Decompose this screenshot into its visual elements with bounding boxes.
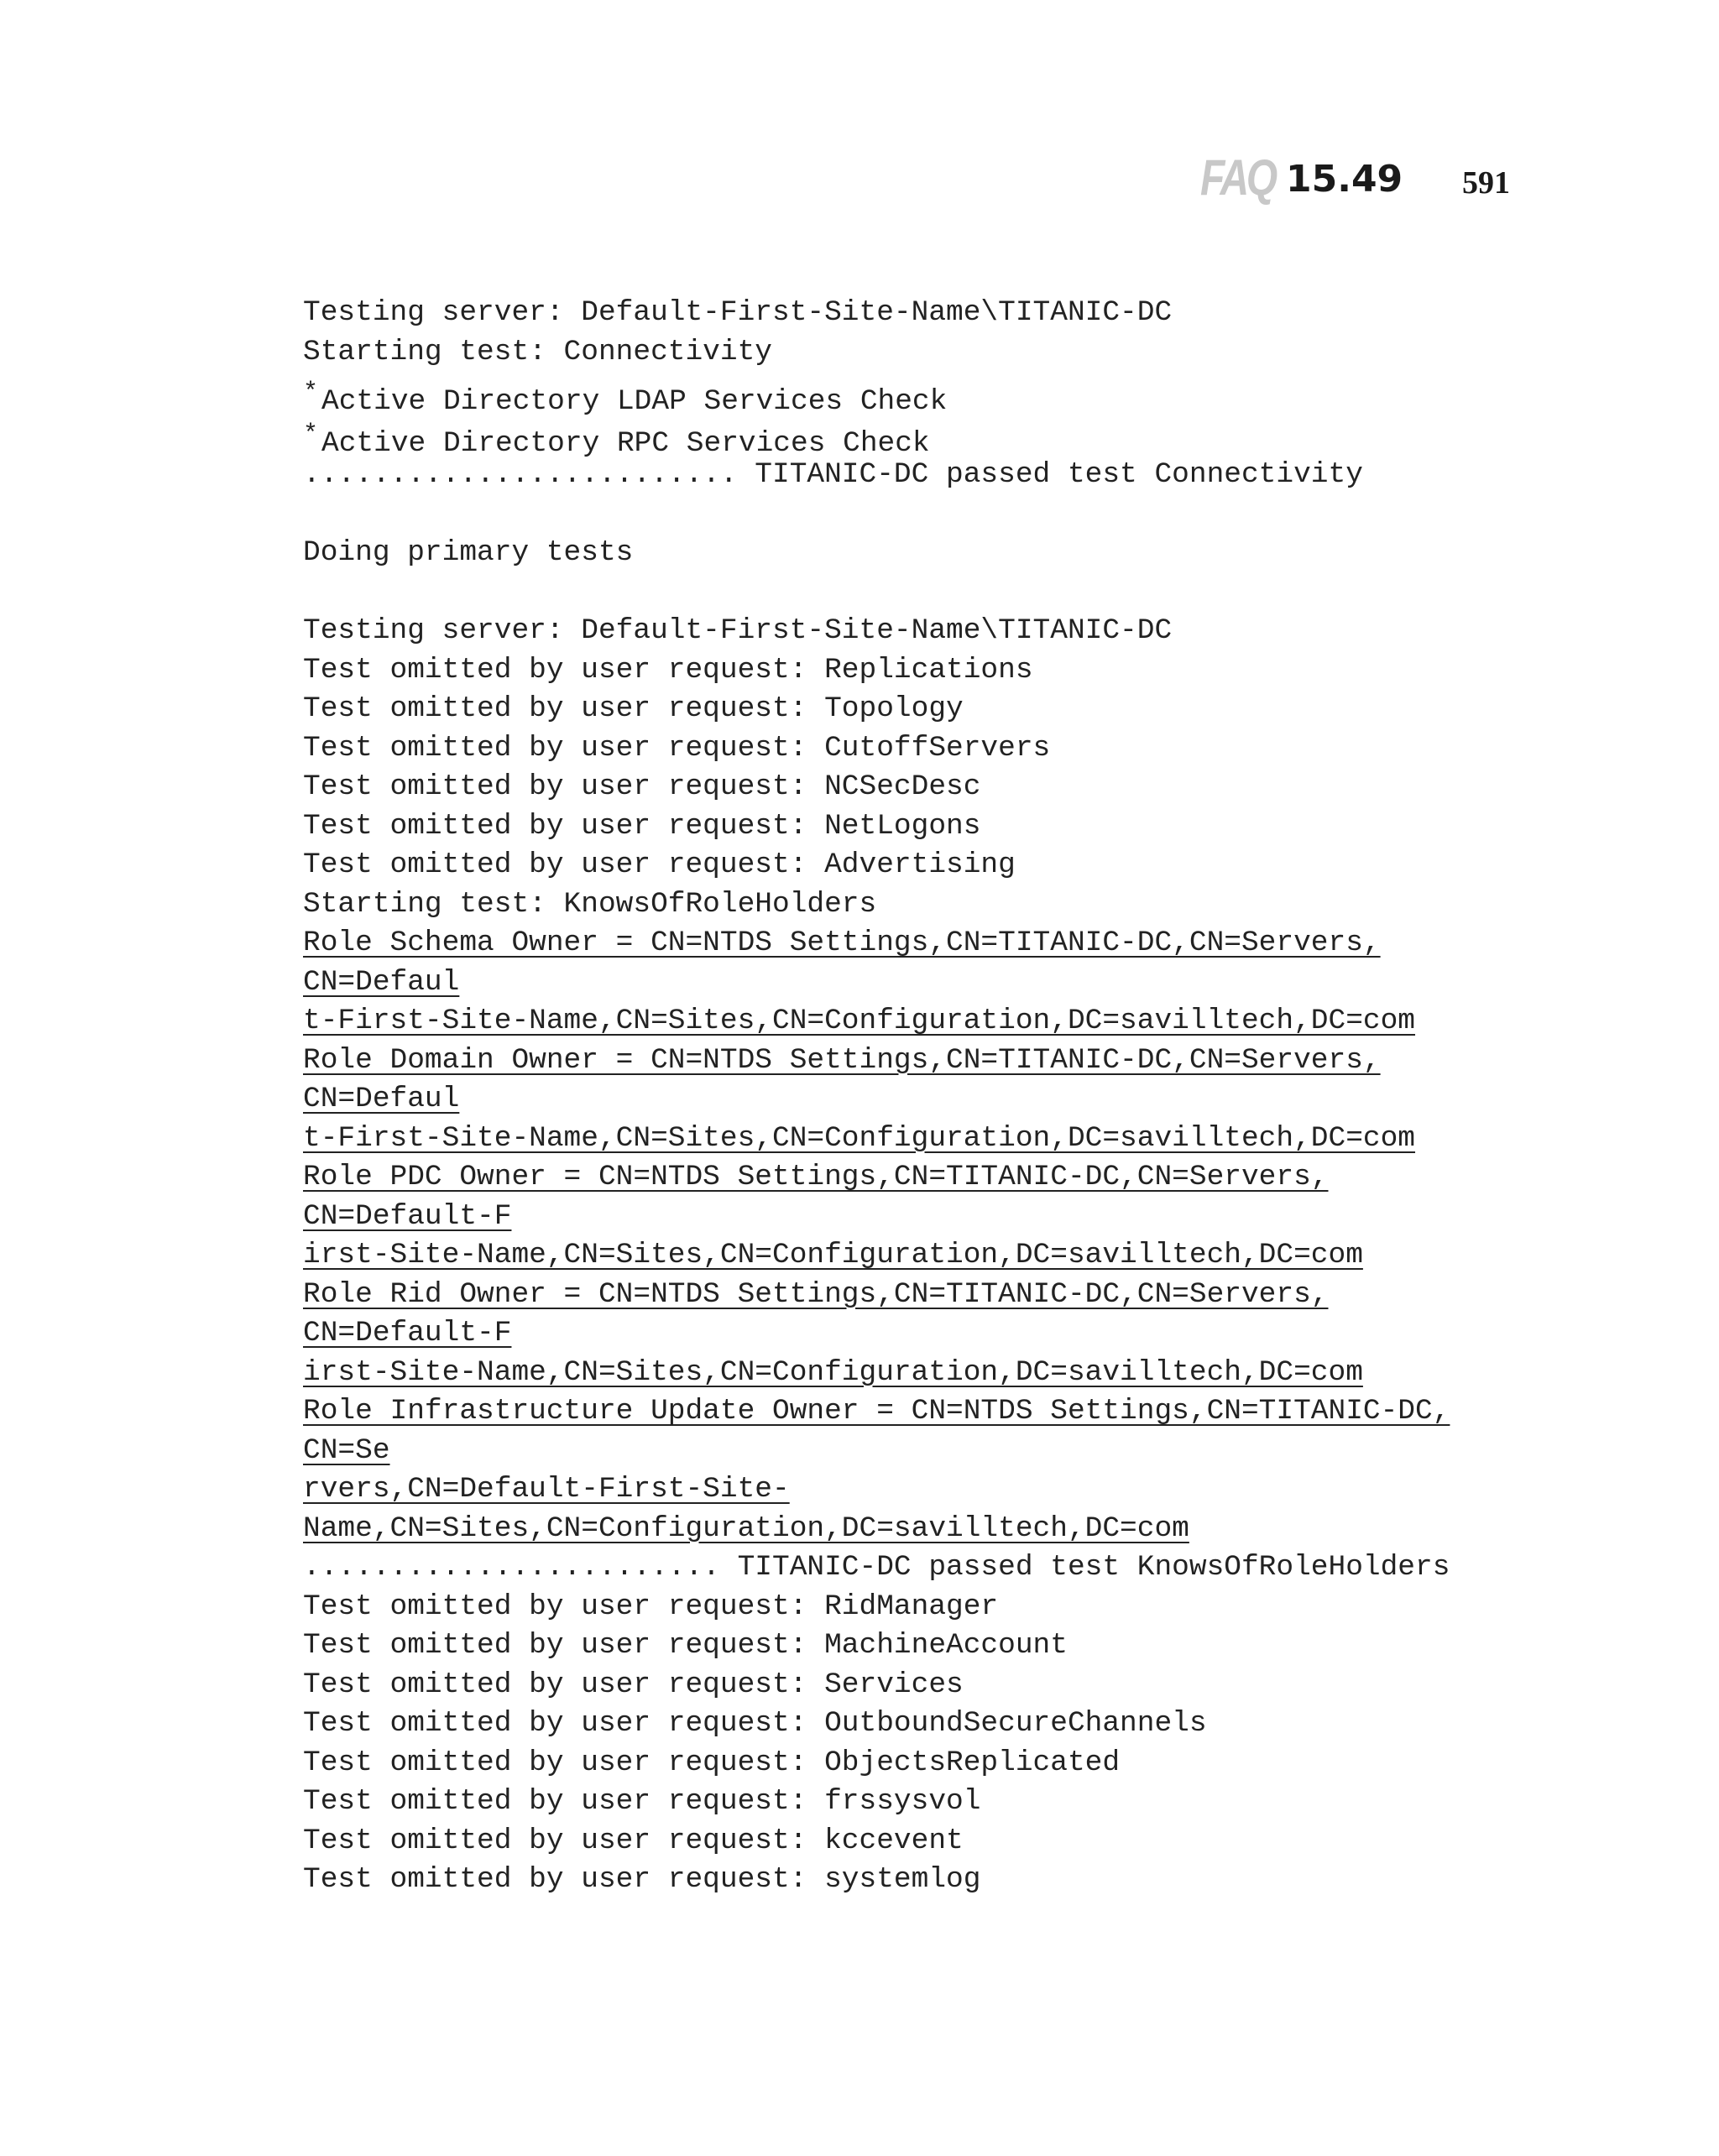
underlined-text: CN=Default-F [303,1199,512,1233]
faq-number: 15.49 [1286,158,1403,201]
underlined-text: CN=Se [303,1433,390,1467]
code-line: Starting test: Connectivity [303,335,772,368]
underlined-text: irst-Site-Name,CN=Sites,CN=Configuration,DC=savilltech,DC=com [303,1239,1363,1271]
underlined-text: Role Domain Owner = CN=NTDS Settings,CN=TITANIC-DC,CN=Servers, [303,1043,1381,1077]
code-line-underlined [303,1354,1545,1393]
underlined-text: CN=Defaul [303,965,460,999]
code-line-underlined [303,1432,1545,1471]
code-line: Test omitted by user request: ObjectsReplicated [303,1746,1121,1779]
code-line-underlined [303,1080,1545,1120]
page-header [1200,149,1536,217]
code-line-bulleted [303,372,1545,418]
code-line: Test omitted by user request: frssysvol [303,1785,981,1818]
code-line: Test omitted by user request: Advertising [303,848,1016,881]
code-line-underlined [303,1470,1545,1510]
code-line: Test omitted by user request: MachineAccount [303,1629,1068,1662]
page-number: 591 [1462,165,1510,201]
code-line: Doing primary tests [303,536,634,569]
underlined-text: Role Infrastructure Update Owner = CN=NTDS Settings,CN=TITANIC-DC, [303,1395,1450,1428]
underlined-text: CN=Defaul [303,1083,460,1115]
code-line-underlined [303,924,1545,963]
code-line-text: Active Directory RPC Services Check [321,427,930,460]
code-line: Test omitted by user request: RidManager [303,1590,999,1623]
code-line: Test omitted by user request: systemlog [303,1863,981,1896]
code-line-bulleted [303,414,1545,460]
underlined-text: irst-Site-Name,CN=Sites,CN=Configuration,DC=savilltech,DC=com [303,1355,1363,1389]
asterisk-bullet: * [303,420,319,449]
underlined-text: Role Schema Owner = CN=NTDS Settings,CN=TITANIC-DC,CN=Servers, [303,927,1381,959]
code-line: Test omitted by user request: Replications [303,653,1033,686]
code-line: ........................ TITANIC-DC passed test KnowsOfRoleHolders [303,1551,1450,1584]
code-line-underlined [303,1236,1545,1276]
code-line-text: Active Directory LDAP Services Check [321,385,948,418]
underlined-text: Role Rid Owner = CN=NTDS Settings,CN=TITANIC-DC,CN=Servers, [303,1277,1329,1311]
code-line-underlined [303,1276,1545,1315]
asterisk-bullet: * [303,378,319,407]
code-line: Testing server: Default-First-Site-Name\TITANIC-DC [303,296,1173,329]
code-line: Test omitted by user request: NetLogons [303,809,981,843]
code-line-underlined [303,1120,1545,1159]
code-line: Test omitted by user request: kccevent [303,1824,964,1857]
code-line-underlined [303,963,1545,1003]
underlined-text: rvers,CN=Default-First-Site- [303,1473,790,1506]
code-line-underlined [303,1041,1545,1081]
blank-line [303,573,1545,613]
code-listing [303,294,1545,1900]
underlined-text: CN=Default-F [303,1317,512,1349]
code-line-underlined [303,1198,1545,1237]
underlined-text: t-First-Site-Name,CN=Sites,CN=Configuration,DC=savilltech,DC=com [303,1121,1416,1155]
code-line: Test omitted by user request: NCSecDesc [303,770,981,803]
underlined-text: Name,CN=Sites,CN=Configuration,DC=savilltech,DC=com [303,1511,1189,1545]
code-line: Test omitted by user request: Services [303,1668,964,1701]
code-line: Starting test: KnowsOfRoleHolders [303,887,877,921]
code-line-underlined [303,1314,1545,1354]
underlined-text: t-First-Site-Name,CN=Sites,CN=Configuration,DC=savilltech,DC=com [303,1005,1416,1037]
code-line: Test omitted by user request: CutoffServers [303,731,1051,765]
code-line: ......................... TITANIC-DC passed test Connectivity [303,458,1363,491]
code-line: Test omitted by user request: OutboundSecureChannels [303,1707,1207,1740]
code-line: Testing server: Default-First-Site-Name\TITANIC-DC [303,614,1173,647]
faq-logo: FAQ [1200,149,1276,206]
code-line-underlined [303,1510,1545,1549]
code-line-underlined [303,1158,1545,1198]
code-line-underlined [303,1002,1545,1041]
code-line-underlined [303,1392,1545,1432]
underlined-text: Role PDC Owner = CN=NTDS Settings,CN=TITANIC-DC,CN=Servers, [303,1161,1329,1193]
blank-line [303,495,1545,535]
code-line: Test omitted by user request: Topology [303,692,964,725]
